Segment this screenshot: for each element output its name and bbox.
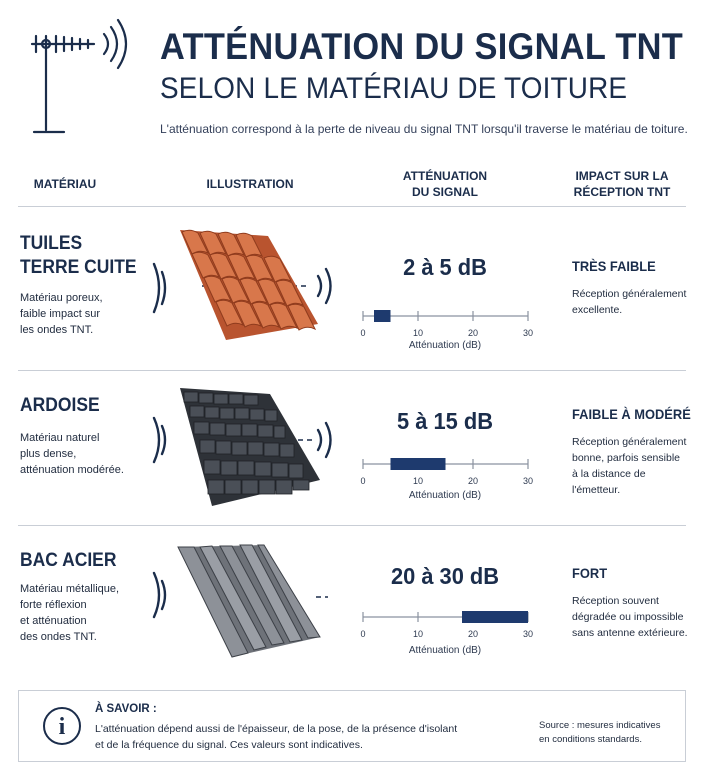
attenuation-range-bar [374,310,391,322]
slate-roof-icon [148,384,348,514]
impact-description: Réception généralement bonne, parfois sensible à la distance de l'émetteur. [572,436,687,496]
material-row-tuiles [0,206,702,370]
scale-tick-label: 20 [467,629,479,639]
steel-sheet-roof-icon [148,541,348,671]
header [0,0,702,150]
material-name: ARDOISE [20,395,100,416]
info-title: À SAVOIR : [95,703,157,715]
impact-title: FAIBLE À MODÉRÉ [572,406,691,422]
info-text: L'atténuation dépend aussi de l'épaisseur, de la pose, de la présence d'isolant et de la fréquence du signal. Ces valeurs sont indicatives. [95,723,458,751]
page-title: ATTÉNUATION DU SIGNAL TNT [160,26,684,67]
info-icon: i [43,707,81,745]
scale-axis-title: Atténuation (dB) [408,340,482,351]
column-header-illustration: ILLUSTRATION [206,177,294,191]
scale-tick-label: 10 [412,328,424,338]
column-header-attenuation: ATTÉNUATION DU SIGNAL [402,169,488,199]
impact-title: TRÈS FAIBLE [572,258,656,274]
scale-axis-title: Atténuation (dB) [408,490,482,501]
scale-tick-label: 0 [360,629,366,639]
column-header-material: MATÉRIAU [33,177,97,191]
antenna-icon [22,14,142,138]
info-box [18,690,686,762]
attenuation-value: 5 à 15 dB [397,408,493,434]
scale-tick-label: 0 [360,476,366,486]
impact-description: Réception généralement excellente. [572,288,687,316]
scale-tick-label: 30 [522,328,534,338]
scale-tick-label: 10 [412,629,424,639]
page-subtitle: SELON LE MATÉRIAU DE TOITURE [160,72,628,105]
attenuation-value: 2 à 5 dB [403,254,487,280]
attenuation-scale [355,597,540,647]
attenuation-scale [355,296,540,346]
material-row-ardoise [0,370,702,525]
material-description: Matériau métallique, forte réflexion et atténuation des ondes TNT. [20,583,120,643]
column-header-impact: IMPACT SUR LA RÉCEPTION TNT [573,169,671,199]
scale-tick-label: 20 [467,328,479,338]
clay-tile-roof-icon [148,224,348,354]
scale-tick-label: 30 [522,629,534,639]
scale-tick-label: 30 [522,476,534,486]
impact-description: Réception souvent dégradée ou impossible sans antenne extérieure. [572,595,688,639]
attenuation-scale [355,444,540,494]
material-description: Matériau naturel plus dense, atténuation modérée. [20,432,124,476]
attenuation-range-bar [391,458,446,470]
scale-axis-title: Atténuation (dB) [408,645,482,656]
scale-tick-label: 0 [360,328,366,338]
header-description: L'atténuation correspond à la perte de niveau du signal TNT lorsqu'il traverse le matériau de toiture. [160,122,688,136]
material-name: BAC ACIER [20,550,117,571]
attenuation-range-bar [462,611,528,623]
material-description: Matériau poreux, faible impact sur les ondes TNT. [20,292,103,336]
scale-tick-label: 10 [412,476,424,486]
material-name: TUILES TERRE CUITE [20,233,137,278]
attenuation-value: 20 à 30 dB [390,563,500,589]
info-source: Source : mesures indicatives en conditions standards. [539,720,661,745]
impact-title: FORT [572,565,608,581]
scale-tick-label: 20 [467,476,479,486]
material-row-bac-acier [0,525,702,690]
